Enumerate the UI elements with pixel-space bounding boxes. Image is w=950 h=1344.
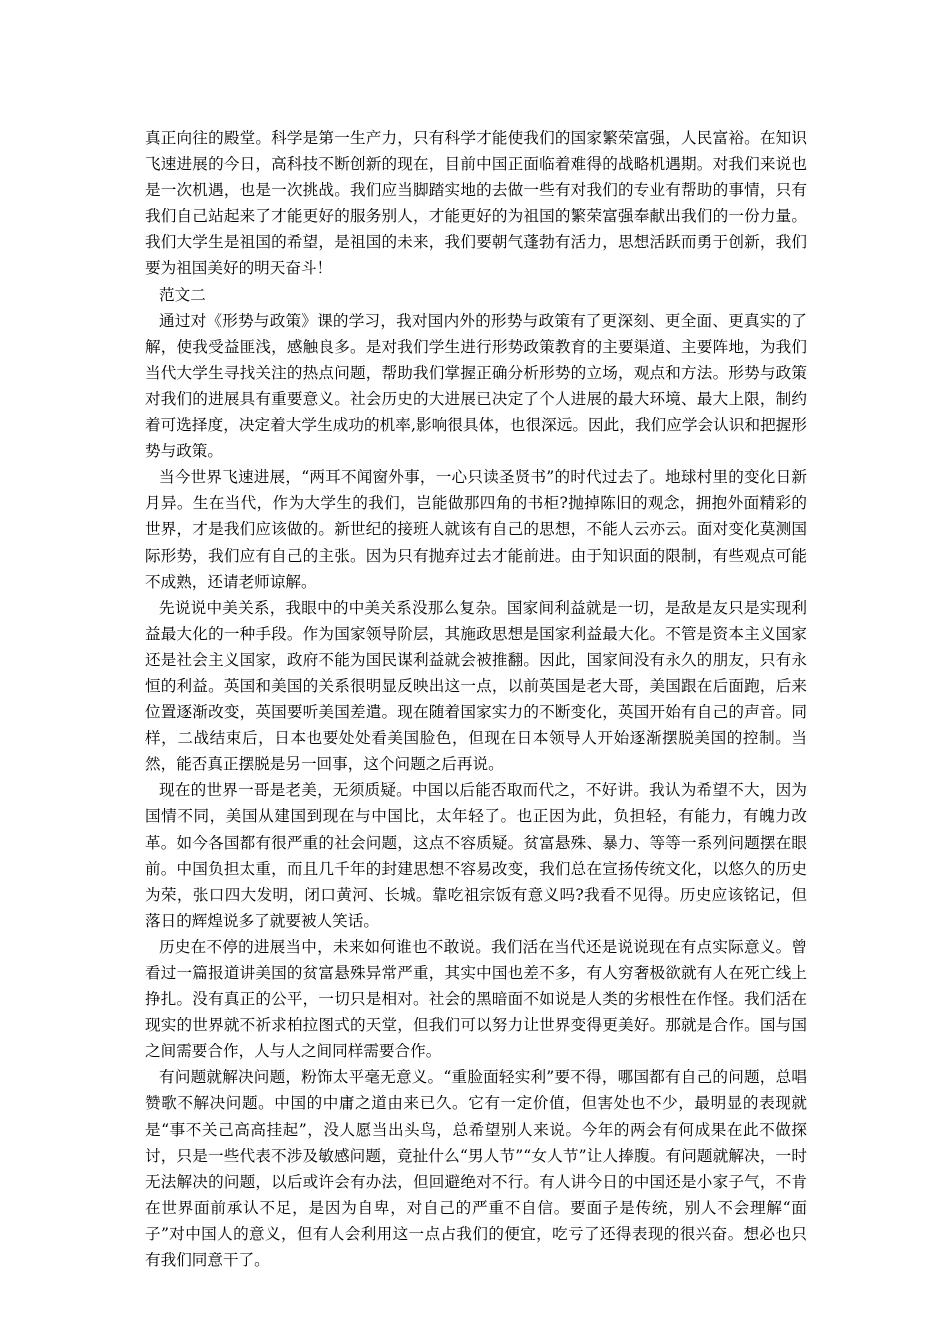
paragraph: 历史在不停的进展当中，未来如何谁也不敢说。我们活在当代还是说说现在有点实际意义。曾看过一篇报道讲美国的贫富悬殊异常严重，其实中国也差不多，有人穷奢极欲就有人在死亡线上挣扎。没有真正的公平，一切只是相对。社会的黑暗面不如说是人类的劣根性在作怪。我们活在现实的世界就不祈求柏拉图式的天堂，但我们可以努力让世界变得更美好。那就是合作。国与国之间需要合作，人与人之间同样需要合作。 bbox=[145, 937, 807, 1061]
section-heading: 范文二 bbox=[159, 285, 206, 304]
document-body bbox=[145, 125, 807, 1273]
paragraph: 通过对《形势与政策》课的学习，我对国内外的形势与政策有了更深刻、更全面、更真实的了解，使我受益匪浅，感触良多。是对我们学生进行形势政策教育的主要渠道、主要阵地，为我们当代大学生寻找关注的热点问题，帮助我们掌握正确分析形势的立场，观点和方法。形势与政策对我们的进展具有重要意义。社会历史的大进展已决定了个人进展的最大环境、最大上限，制约着可选择度，决定着大学生成功的机率,影响很具体，也很深远。因此，我们应学会认识和把握形势与政策。 bbox=[145, 311, 807, 461]
paragraph: 先说说中美关系，我眼中的中美关系没那么复杂。国家间利益就是一切，是敌是友只是实现利益最大化的一种手段。作为国家领导阶层，其施政思想是国家利益最大化。不管是资本主义国家还是社会主义国家，政府不能为国民谋利益就会被推翻。因此，国家间没有永久的朋友，只有永恒的利益。英国和美国的关系很明显反映出这一点，以前英国是老大哥，美国跟在后面跑，后来位置逐渐改变，英国要听美国差遣。现在随着国家实力的不断变化，英国开始有自己的声音。同样，二战结束后，日本也要处处看美国脸色，但现在日本领导人开始逐渐摆脱美国的控制。当然，能否真正摆脱是另一回事，这个问题之后再说。 bbox=[145, 598, 807, 774]
paragraph-continuation: 真正向往的殿堂。科学是第一生产力，只有科学才能使我们的国家繁荣富强，人民富裕。在知识飞速进展的今日，高科技不断创新的现在，目前中国正面临着难得的战略机遇期。对我们来说也是一次机遇，也是一次挑战。我们应当脚踏实地的去做一些有对我们的专业有帮助的事情，只有我们自己站起来了才能更好的服务别人，才能更好的为祖国的繁荣富强奉献出我们的一份力量。我们大学生是祖国的希望，是祖国的未来，我们要朝气蓬勃有活力，思想活跃而勇于创新，我们要为祖国美好的明天奋斗！ bbox=[145, 129, 807, 278]
paragraph: 当今世界飞速进展，“两耳不闻窗外事，一心只读圣贤书”的时代过去了。地球村里的变化日新月异。生在当代，作为大学生的我们，岂能做那四角的书柜?抛掉陈旧的观念，拥抱外面精彩的世界，才是我们应该做的。新世纪的接班人就该有自己的思想，不能人云亦云。面对变化莫测国际形势，我们应有自己的主张。因为只有抛弃过去才能前进。由于知识面的限制，有些观点可能不成熟，还请老师谅解。 bbox=[145, 468, 807, 591]
paragraph: 现在的世界一哥是老美，无须质疑。中国以后能否取而代之，不好讲。我认为希望不大，因为国情不同，美国从建国到现在与中国比，太年轻了。也正因为此，负担轻，有能力，有魄力改革。如今各国都有很严重的社会问题，这点不容质疑。贫富悬殊、暴力、等等一系列问题摆在眼前。中国负担太重，而且几千年的封建思想不容易改变，我们总在宣扬传统文化，以悠久的历史为荣，张口四大发明，闭口黄河、长城。靠吃祖宗饭有意义吗?我看不见得。历史应该铭记，但落日的辉煌说多了就要被人笑话。 bbox=[145, 781, 807, 930]
paragraph: 有问题就解决问题，粉饰太平毫无意义。“重脸面轻实利”要不得，哪国都有自己的问题，总唱赞歌不解决问题。中国的中庸之道由来已久。它有一定价值，但害处也不少，最明显的表现就是“事不关己高高挂起”，没人愿当出头鸟，总希望别人来说。今年的两会有何成果在此不做探讨，只是一些代表不涉及敏感问题，竟扯什么“男人节”“女人节”让人捧腹。有问题就解决，一时无法解决的问题，以后或许会有办法，但回避绝对不行。有人讲今日的中国还是小家子气，不肯在世界面前承认不足，是因为自卑，对自己的严重不自信。要面子是传统，别人不会理解“面子”对中国人的意义，但有人会利用这一点占我们的便宜，吃亏了还得表现的很兴奋。想必也只有我们同意干了。 bbox=[145, 1068, 807, 1270]
